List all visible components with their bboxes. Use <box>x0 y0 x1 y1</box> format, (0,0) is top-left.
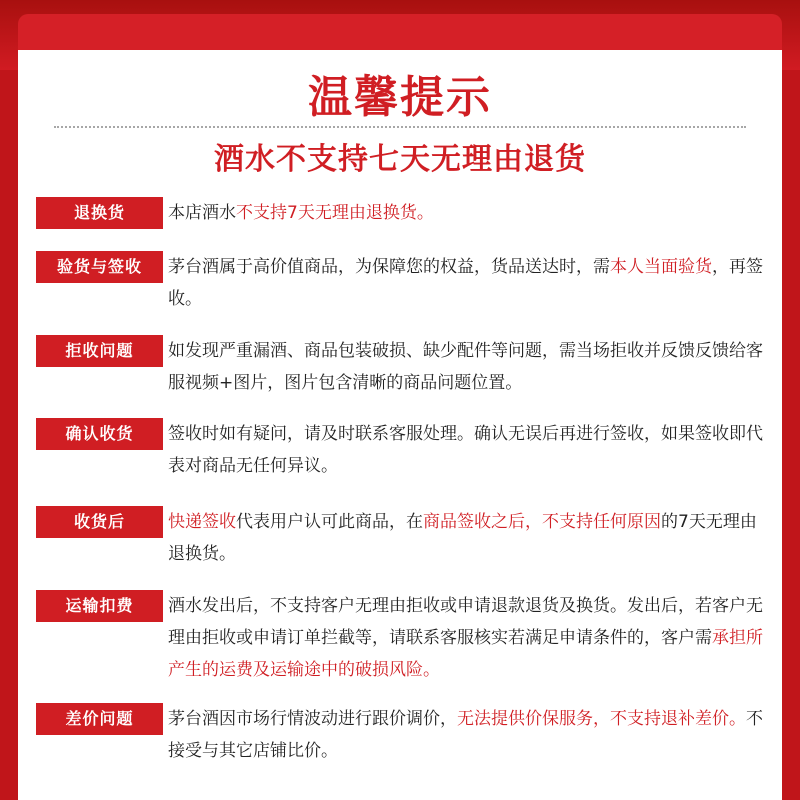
notice-card <box>18 50 782 800</box>
body-text: 酒水发出后，不支持客户无理由拒收或申请退款退货及换货。发出后，若客户无理由拒收或申请订单拦截等，请联系客服核实若满足申请条件的，客户需 <box>168 596 763 648</box>
notice-item-text <box>168 251 768 315</box>
body-text: 本店酒水 <box>168 203 236 223</box>
body-text: 茅台酒属于高价值商品，为保障您的权益，货品送达时，需 <box>168 257 610 277</box>
page-subtitle: 酒水不支持七天无理由退货 <box>214 142 586 177</box>
notice-item-text <box>168 703 768 767</box>
body-text: 的7天无理由退换货。 <box>168 512 757 564</box>
body-text: 不接受与其它店铺比价。 <box>168 709 763 761</box>
notice-item-text <box>168 590 768 686</box>
notice-item-tag: 运输扣费 <box>36 590 163 622</box>
top-frame-ribbon <box>18 14 782 54</box>
notice-item-tag: 验货与签收 <box>36 251 163 283</box>
body-text: ，再签收。 <box>168 257 763 309</box>
body-text: 如发现严重漏酒、商品包装破损、缺少配件等问题，需当场拒收并反馈反馈给客服视频+图片，图片包含清晰的商品问题位置。 <box>168 341 763 393</box>
notice-item-text <box>168 197 768 229</box>
notice-item-tag: 退换货 <box>36 197 163 229</box>
notice-item-tag: 拒收问题 <box>36 335 163 367</box>
notice-item-text <box>168 418 768 482</box>
highlighted-text: 商品签收之后，不支持任何原因 <box>423 512 661 532</box>
notice-item-text <box>168 335 768 399</box>
notice-list <box>18 50 782 800</box>
notice-item-tag: 差价问题 <box>36 703 163 735</box>
highlighted-text: 快递签收 <box>168 512 236 532</box>
body-text: 茅台酒因市场行情波动进行跟价调价， <box>168 709 457 729</box>
body-text: 代表用户认可此商品，在 <box>236 512 423 532</box>
highlighted-text: 无法提供价保服务，不支持退补差价。 <box>457 709 746 729</box>
notice-item-text <box>168 506 768 570</box>
highlighted-text: 承担所产生的运费及运输途中的破损风险。 <box>168 628 763 680</box>
body-text: 签收时如有疑问，请及时联系客服处理。确认无误后再进行签收，如果签收即代表对商品无任何异议。 <box>168 424 763 476</box>
notice-item-tag: 收货后 <box>36 506 163 538</box>
highlighted-text: 不支持7天无理由退换货。 <box>236 203 434 223</box>
notice-item-tag: 确认收货 <box>36 418 163 450</box>
highlighted-text: 本人当面验货 <box>610 257 712 277</box>
page-title: 温馨提示 <box>308 72 492 123</box>
